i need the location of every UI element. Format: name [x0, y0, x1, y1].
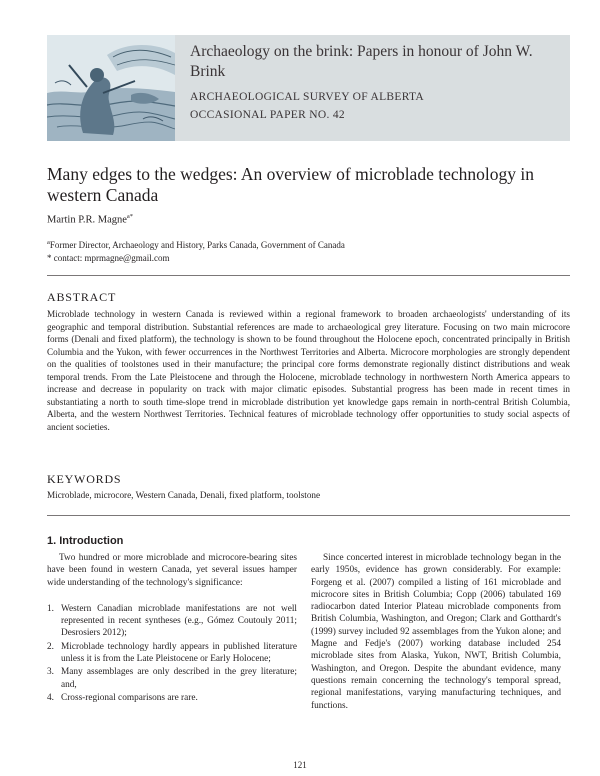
list-item-text: Western Canadian microblade manifestations are not well represented in recent syntheses (e.g., Gómez Coutouly 2011; Desrosiers 2012); — [61, 603, 297, 639]
divider-top — [47, 275, 570, 276]
intro-paragraph-left: Two hundred or more microblade and microcore-bearing sites have been found in western Canada, yet several issues hamper wide understanding of the technology's significance: — [47, 553, 297, 588]
keywords-text: Microblade, microcore, Western Canada, Denali, fixed platform, toolstone — [47, 490, 321, 500]
affiliation-mark: a — [47, 239, 50, 246]
list-item — [47, 603, 297, 640]
paper-title: Many edges to the wedges: An overview of microblade technology in western Canada — [47, 164, 534, 205]
right-column — [311, 552, 561, 712]
list-item — [47, 692, 297, 704]
abstract-text: Microblade technology in western Canada is reviewed within a regional framework to broaden archaeologists' understanding of its geographic and temporal distribution. Substantial references are made to archaeological grey literature. Focusing on two main microcore forms (Denali and fixed platform), the technology is shown to be found throughout the Holocene epoch, concentrated principally in British Columbia and the Yukon, with fewer occurrences in the Northwest Territories and Alberta. Microcore morphologies are strongly dependent on the qualities of toolstones used in their manufacture; the principal core forms demonstrate regionally distinct distributions and weak temporal trends. From the Late Pleistocene and through the Holocene, microblade technology in northwestern North America appears to increase and decrease in popularity on track with major climatic episodes. Substantial progress has been made in recent times in substantiating a north to south time-slope trend in microblade distribution yet knowledge gaps remain in north-central British Columbia, Alberta, and the western Northwest Territories. Technical features of microblade technology offer opportunities to study social aspects of ancient societies. — [47, 309, 570, 432]
affiliation-line — [47, 236, 345, 252]
list-item-number: 2. — [47, 641, 54, 652]
list-item-number: 3. — [47, 667, 54, 678]
series-title: Archaeology on the brink: Papers in honour of John W. Brink — [190, 43, 533, 80]
series-organization: ARCHAEOLOGICAL SURVEY OF ALBERTA — [190, 91, 424, 103]
series-paper-number: OCCASIONAL PAPER NO. 42 — [190, 109, 345, 121]
header-illustration — [47, 35, 175, 141]
list-item-number: 1. — [47, 603, 54, 614]
affiliation-text: Former Director, Archaeology and History, Parks Canada, Government of Canada — [49, 240, 345, 250]
keywords-heading: KEYWORDS — [47, 472, 122, 486]
list-item-number: 4. — [47, 692, 54, 703]
list-item-text: Cross-regional comparisons are rare. — [61, 692, 198, 703]
list-item — [47, 666, 297, 691]
intro-paragraph-right: Since concerted interest in microblade technology began in the early 1950s, evidence has grown considerably. For example: Forgeng et al. (2007) compiled a listing of 161 microblade and microcore sites in British Columbia; Copp (2006) tabulated 169 radiocarbon dated Interior Plateau microblade components from British Columbia, Washington, and Oregon; Clark and Gotthardt's (1999) survey included 92 assemblages from the Yukon alone; and Magne and Fedje's (2007) working database included 254 microblade sites from Alaska, Yukon, NWT, British Columbia, Washington, and Oregon. Despite the abundant evidence, many questions remain concerning the technology's temporal spread, regional manifestations, varying manufacturing techniques, and functions. — [311, 553, 561, 711]
divider-bottom — [47, 515, 570, 516]
page-number: 121 — [293, 760, 307, 770]
affiliations — [47, 236, 345, 265]
introduction-heading: 1. Introduction — [47, 535, 124, 547]
issue-list — [47, 603, 297, 704]
list-item-text: Many assemblages are only described in the grey literature; and, — [61, 667, 297, 690]
contact-line: * contact: mprmagne@gmail.com — [47, 253, 170, 263]
author-name: Martin P.R. Magne — [47, 214, 127, 226]
list-item-text: Microblade technology hardly appears in published literature unless it is from the Late Pleistocene or Early Holocene; — [61, 641, 297, 665]
series-header — [190, 42, 560, 121]
left-column — [47, 552, 297, 705]
author-line — [47, 213, 133, 226]
author-mark: a* — [126, 213, 134, 220]
abstract-heading: ABSTRACT — [47, 290, 117, 304]
hunter-sketch-illustration — [47, 35, 175, 141]
list-item — [47, 641, 297, 666]
